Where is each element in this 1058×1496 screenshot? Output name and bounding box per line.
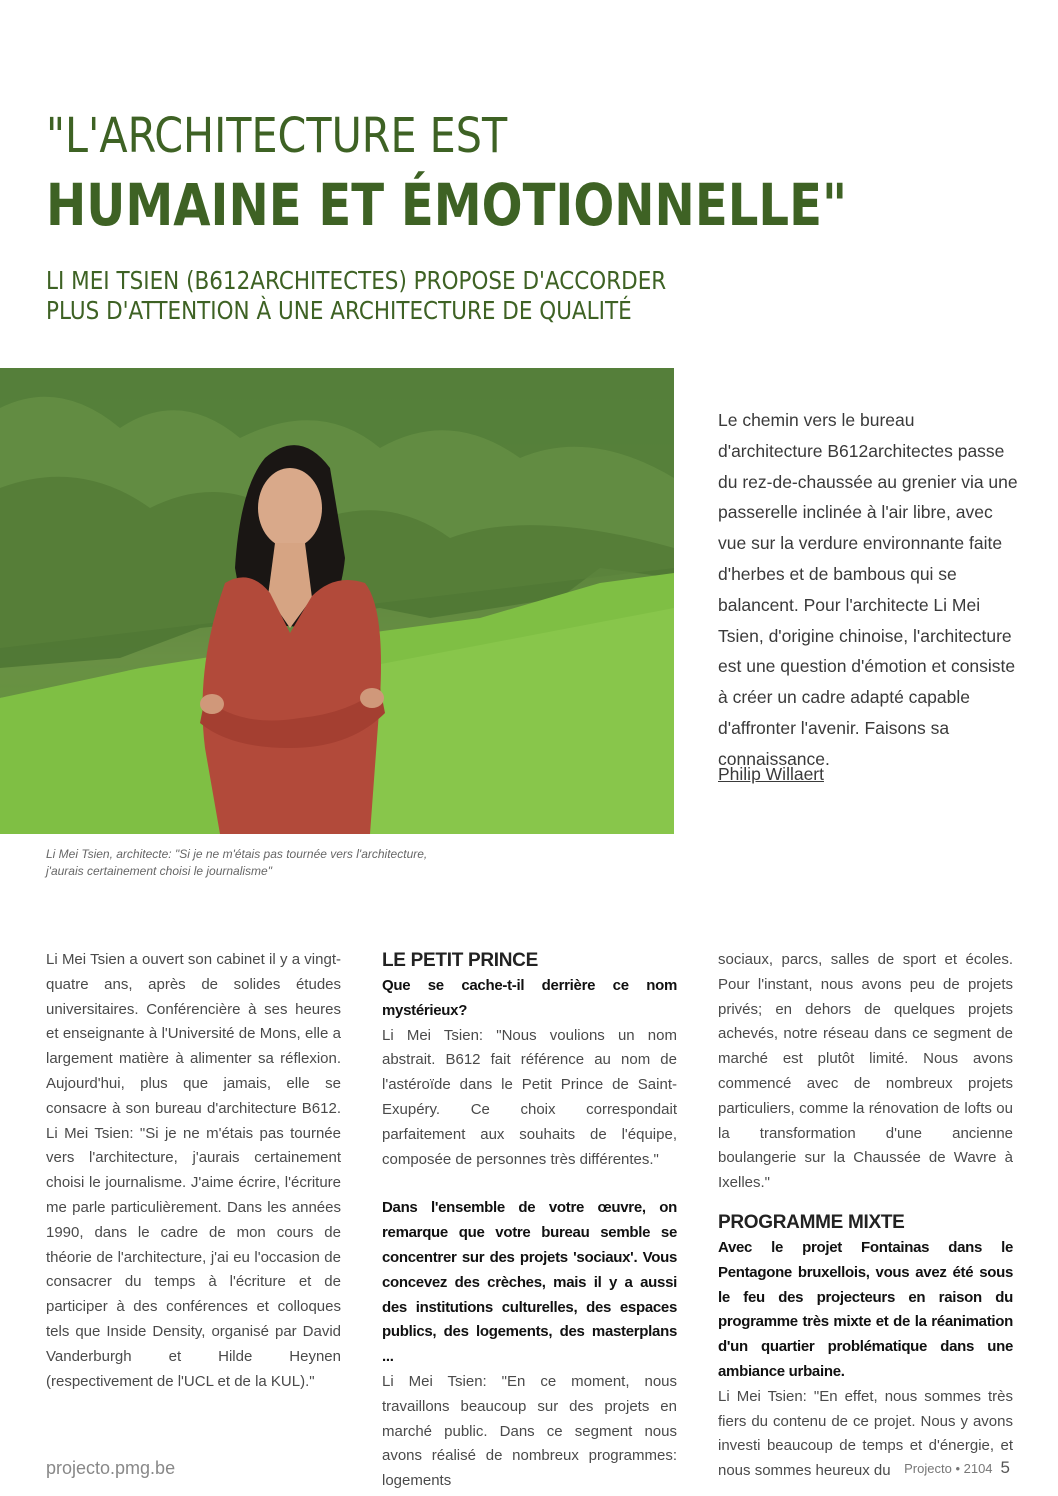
- body-column-2: [382, 948, 677, 1494]
- page-number: 5: [1000, 1458, 1010, 1477]
- caption-line-2: j'aurais certainement choisi le journalisme": [46, 864, 272, 878]
- section-heading-programme-mixte: PROGRAMME MIXTE: [718, 1211, 905, 1233]
- intro-paragraph: Le chemin vers le bureau d'architecture B612architectes passe du rez-de-chaussée au grenier via une passerelle inclinée à l'air libre, avec vue sur la verdure environnante faite d'herbes et de bambous qui se balancent. Pour l'architecte Li Mei Tsien, d'origine chinoise, l'architecture est une question d'émotion et consiste à créer un cadre adapté capable d'affronter l'avenir. Faisons sa connaissance.: [718, 410, 1018, 769]
- interview-answer-continued: sociaux, parcs, salles de sport et écoles. Pour l'instant, nous avons peu de projets privés; en dehors de quelques projets achevés, notre réseau dans ce segment de marché est plutôt limité. Nous avons commencé avec de nombreux projets particuliers, comme la rénovation de lofts ou la transformation d'une ancienne boulangerie sur la Chaussée de Wavre à Ixelles.": [718, 951, 1013, 1192]
- author-link[interactable]: Philip Willaert: [718, 764, 824, 784]
- interview-question: Dans l'ensemble de votre œuvre, on remarque que votre bureau semble se concentrer sur des projets 'sociaux'. Vous concevez des crèches, mais il y a aussi des institutions culturelles, des espaces publics, des logements, des masterplans ...: [382, 1199, 677, 1366]
- footer-issue: [904, 1458, 1010, 1478]
- interview-answer: Li Mei Tsien: "En effet, nous sommes très fiers du contenu de ce projet. Nous y avons investi beaucoup de temps et d'énergie, et nous sommes heureux du: [718, 1387, 1013, 1480]
- interview-answer: Li Mei Tsien: "En ce moment, nous travaillons beaucoup sur des projets en marché public. Dans ce segment nous avons réalisé de nombreux programmes: logements: [382, 1372, 677, 1490]
- portrait-illustration: [0, 368, 674, 834]
- footer-website-link[interactable]: projecto.pmg.be: [46, 1458, 176, 1478]
- issue-label: Projecto • 2104: [904, 1461, 993, 1476]
- headline-line-1: "L'ARCHITECTURE EST: [46, 108, 508, 164]
- body-column-1: [46, 948, 341, 1394]
- section-heading-petit-prince: LE PETIT PRINCE: [382, 950, 538, 971]
- interview-question: Que se cache-t-il derrière ce nom mystérieux?: [382, 977, 677, 1019]
- body-paragraph: Li Mei Tsien a ouvert son cabinet il y a vingt-quatre ans, après de solides études universitaires. Conférencière à ses heures et enseignante à l'Université de Mons, elle a largement matière à alimenter sa réflexion. Aujourd'hui, plus que jamais, elle se consacre à son bureau d'architecture B612. Li Mei Tsien: "Si je ne m'étais pas tournée vers l'architecture, j'aurais certainement choisi le journalisme. J'aime écrire, l'écriture me parle particulièrement. Dans les années 1990, dans le cadre de mon cours de théorie de l'architecture, j'ai eu l'occasion de consacrer du temps à l'écriture et de participer à des conférences et colloques tels que Inside Density, organisé par David Vanderburgh et Hilde Heynen (respectivement de l'UCL et de la KUL).": [46, 951, 341, 1390]
- interview-question: Avec le projet Fontainas dans le Pentagone bruxellois, vous avez été sous le feu des projecteurs en raison du programme très mixte et de la réanimation d'un quartier problématique dans une ambiance urbaine.: [718, 1238, 1013, 1380]
- portrait-photo: [0, 368, 674, 834]
- subtitle-line-1: LI MEI TSIEN (B612ARCHITECTES) PROPOSE D'ACCORDER: [46, 266, 667, 295]
- subtitle-line-2: PLUS D'ATTENTION À UNE ARCHITECTURE DE QUALITÉ: [46, 296, 632, 325]
- headline-line-2: HUMAINE ET ÉMOTIONNELLE": [46, 171, 848, 239]
- photo-caption: [46, 846, 466, 880]
- interview-answer: Li Mei Tsien: "Nous voulions un nom abstrait. B612 fait référence au nom de l'astéroïde dans le Petit Prince de Saint-Exupéry. Ce choix correspondait parfaitement aux souhaits de l'équipe, composée de personnes très différentes.": [382, 1026, 677, 1168]
- body-column-3: [718, 948, 1013, 1484]
- subtitle: [46, 266, 700, 326]
- caption-line-1: Li Mei Tsien, architecte: "Si je ne m'étais pas tournée vers l'architecture,: [46, 847, 428, 861]
